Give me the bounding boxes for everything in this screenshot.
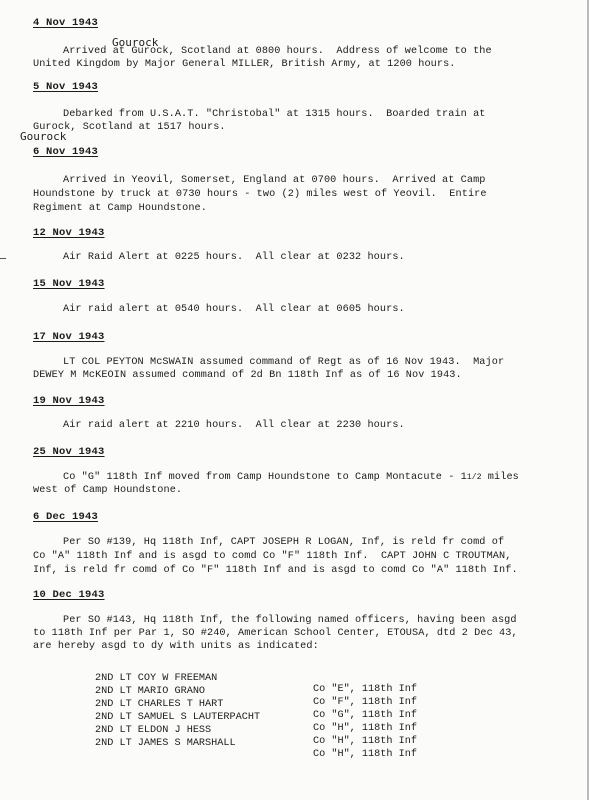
margin-mark — [0, 258, 6, 259]
entry-text-line: Air raid alert at 0540 hours. All clear at 0605 hours. — [63, 304, 405, 315]
officer-unit: Co "H", 118th Inf — [313, 723, 417, 734]
officer-name: 2ND LT JAMES S MARSHALL — [95, 738, 236, 749]
officer-unit: Co "E", 118th Inf — [313, 684, 417, 695]
entry-date: 25 Nov 1943 — [33, 446, 105, 458]
officer-name: 2ND LT ELDON J HESS — [95, 725, 212, 736]
handwritten-correction: Gourock — [112, 36, 159, 49]
entry-text-line: Gurock, Scotland at 1517 hours. — [33, 122, 226, 133]
entry-text-line: Debarked from U.S.A.T. "Christobal" at 1315 hours. Boarded train at — [63, 109, 486, 120]
entry-text-line: United Kingdom by Major General MILLER, British Army, at 1200 hours. — [33, 59, 456, 70]
entry-text-line: west of Camp Houndstone. — [33, 485, 183, 496]
entry-text-line — [63, 472, 519, 483]
entry-date: 15 Nov 1943 — [33, 278, 105, 290]
entry-text-line: are hereby asgd to dy with units as indicated: — [33, 641, 319, 652]
entry-date: 19 Nov 1943 — [33, 395, 105, 407]
officer-roster — [95, 662, 535, 760]
entry-text-line: Per SO #139, Hq 118th Inf, CAPT JOSEPH R LOGAN, Inf, is reld fr comd of — [63, 537, 505, 548]
entry-text-line: Air raid alert at 2210 hours. All clear at 2230 hours. — [63, 420, 405, 431]
entry-date: 6 Dec 1943 — [33, 511, 99, 523]
entry-date: 4 Nov 1943 — [33, 17, 99, 29]
officer-unit: Co "G", 118th Inf — [313, 710, 417, 721]
entry-text-line: Inf, is reld fr comd of Co "F" 118th Inf and is asgd to comd Co "A" 118th Inf. — [33, 565, 518, 576]
entry-text-line: Arrived at Gurock, Scotland at 0800 hours. Address of welcome to the — [63, 46, 492, 57]
entry-date: 17 Nov 1943 — [33, 331, 105, 343]
entry-text-line: LT COL PEYTON McSWAIN assumed command of Regt as of 16 Nov 1943. Major — [63, 357, 505, 368]
officer-unit: Co "F", 118th Inf — [313, 697, 417, 708]
officer-unit: Co "H", 118th Inf — [313, 736, 417, 747]
entry-text-line: Regiment at Camp Houndstone. — [33, 203, 207, 214]
entry-text-line: Houndstone by truck at 0730 hours - two (2) miles west of Yeovil. Entire — [33, 189, 487, 200]
entry-text-line: Co "A" 118th Inf and is asgd to comd Co "F" 118th Inf. CAPT JOHN C TROUTMAN, — [33, 551, 512, 562]
roster-row — [95, 727, 535, 771]
officer-unit: Co "H", 118th Inf — [313, 749, 417, 760]
entry-text-line: Per SO #143, Hq 118th Inf, the following named officers, having been asgd — [63, 615, 517, 626]
entry-text-line: to 118th Inf per Par 1, SO #240, American School Center, ETOUSA, dtd 2 Dec 43, — [33, 628, 518, 639]
entry-date: 12 Nov 1943 — [33, 227, 105, 239]
officer-name: 2ND LT COY W FREEMAN — [95, 673, 218, 684]
fraction: 1/2 — [466, 473, 482, 482]
officer-name: 2ND LT MARIO GRANO — [95, 686, 206, 697]
entry-text-segment: miles — [481, 472, 519, 483]
officer-name: 2ND LT CHARLES T HART — [95, 699, 224, 710]
entry-date: 6 Nov 1943 — [33, 146, 99, 158]
entry-text-line: Arrived in Yeovil, Somerset, England at 0700 hours. Arrived at Camp — [63, 175, 486, 186]
officer-name: 2ND LT SAMUEL S LAUTERPACHT — [95, 712, 261, 723]
entry-text-line: DEWEY M McKEOIN assumed command of 2d Bn 118th Inf as of 16 Nov 1943. — [33, 370, 462, 381]
entry-date: 5 Nov 1943 — [33, 81, 99, 93]
handwritten-correction: Gourock — [20, 130, 67, 143]
entry-date: 10 Dec 1943 — [33, 589, 105, 601]
entry-text-line: Air Raid Alert at 0225 hours. All clear at 0232 hours. — [63, 252, 405, 263]
entry-text-segment: Co "G" 118th Inf moved from Camp Houndstone to Camp Montacute - 1 — [63, 472, 467, 483]
